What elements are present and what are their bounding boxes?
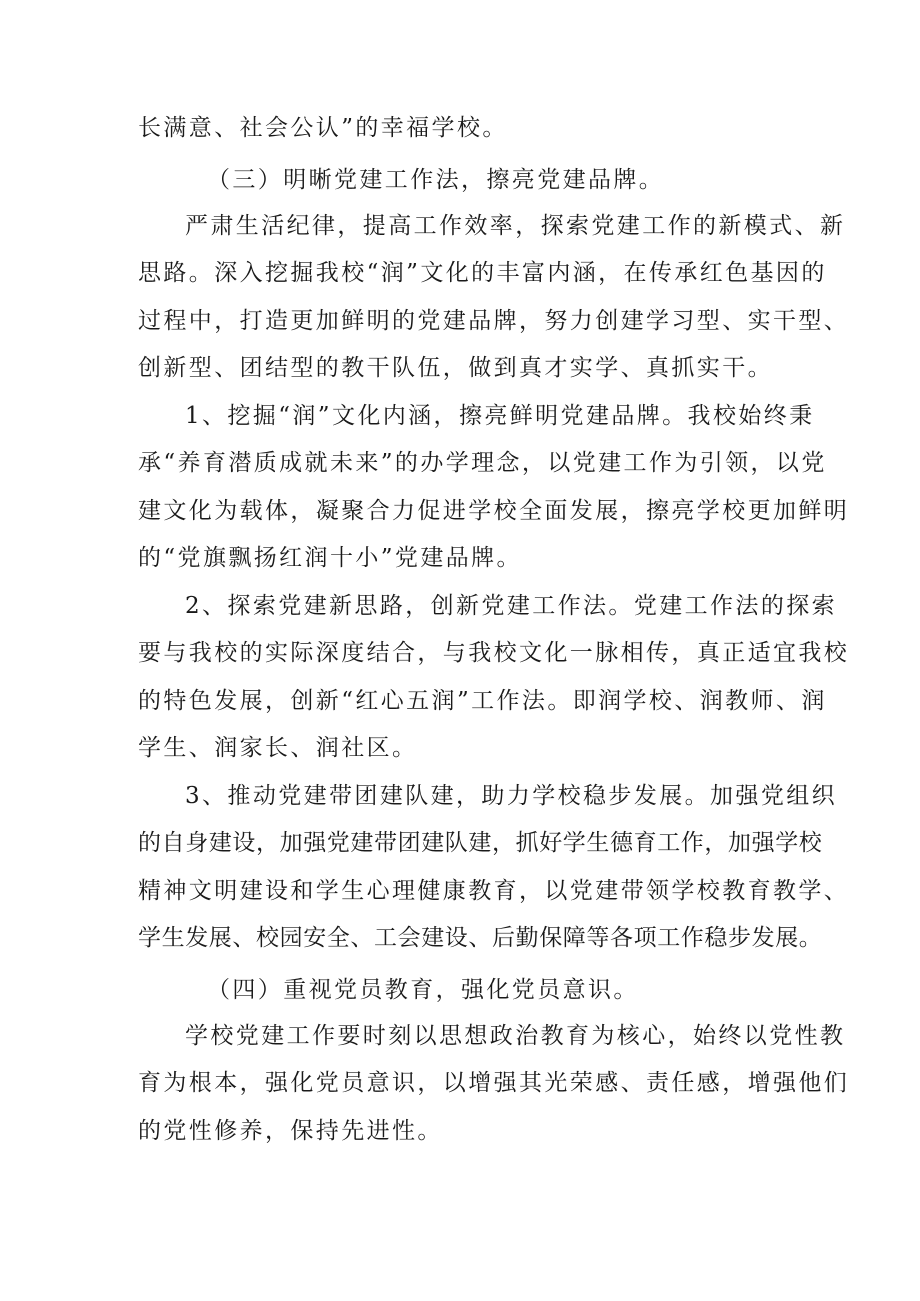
text-line: 育为根本，强化党员意识，以增强其光荣感、责任感，增强他们 [138,1070,850,1096]
text-line: 严肃生活纪律，提高工作效率，探索党建工作的新模式、新 [185,213,846,239]
text-line: 思路。深入挖掘我校“润”文化的丰富内涵，在传承红色基因的 [138,260,827,286]
section-heading: （四）重视党员教育，强化党员意识。 [207,977,639,1003]
text-line: 的“党旗飘扬红润十小”党建品牌。 [138,545,522,571]
text-line: 要与我校的实际深度结合，与我校文化一脉相传，真正适宜我校 [138,640,850,666]
text-line: 学生发展、校园安全、工会建设、后勤保障等各项工作稳步发展。 [138,925,823,951]
text-line: 的党性修养，保持先进性。 [138,1118,443,1144]
text-line: 过程中，打造更加鲜明的党建品牌，努力创建学习型、实干型、 [138,308,850,334]
text-line: 学校党建工作要时刻以思想政治教育为核心，始终以党性教 [185,1023,846,1049]
text-line: 建文化为载体，凝聚合力促进学校全面发展，擦亮学校更加鲜明 [138,498,850,524]
section-heading: （三）明晰党建工作法，擦亮党建品牌。 [207,167,665,193]
text-line: 承“养育潜质成就未来”的办学理念，以党建工作为引领，以党 [138,450,827,476]
text-line: 2、探索党建新思路，创新党建工作法。党建工作法的探索 [185,593,838,619]
text-line: 的自身建设，加强党建带团建队建，抓好学生德育工作，加强学校 [138,830,823,856]
text-line: 的特色发展，创新“红心五润”工作法。即润学校、润教师、润 [138,688,827,714]
text-line: 创新型、团结型的教干队伍，做到真才实学、真抓实干。 [138,355,773,381]
text-line: 长满意、社会公认”的幸福学校。 [138,115,508,141]
text-line: 精神文明建设和学生心理健康教育，以党建带领学校教育教学、 [138,878,850,904]
text-line: 学生、润家长、润社区。 [138,735,418,761]
text-line: 1、挖掘“润”文化内涵，擦亮鲜明党建品牌。我校始终秉 [185,403,815,429]
text-line: 3、推动党建带团建队建，助力学校稳步发展。加强党组织 [185,783,838,809]
